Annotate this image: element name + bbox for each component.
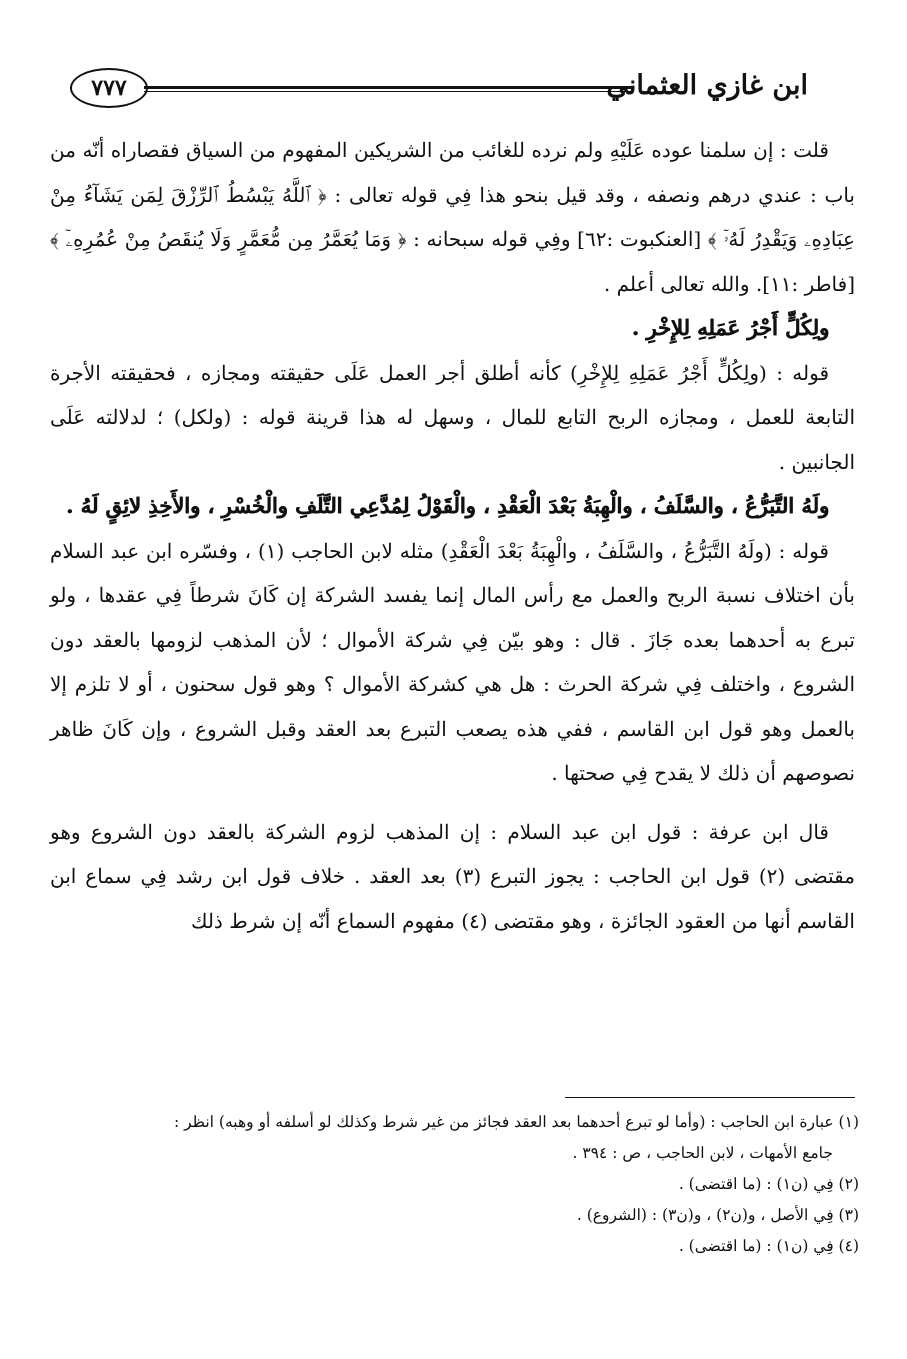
matn-line-2: ولَهُ التَّبَرُّعُ ، والسَّلَفُ ، والْهِبَةُ بَعْدَ الْعَقْدِ ، والْقَوْلُ لِمُدَّعِي التَّلَفِ والْخُسْرِ ، والأَخِذِ لائِقٍ لَهُ . [65, 493, 829, 518]
footnote-3: (٣) فِي الأصل ، و(ن٢) ، و(ن٣) : (الشروع) . [576, 1206, 859, 1224]
paragraph-2: قوله : (ولِكُلٍّ أَجْرُ عَمَلِهِ لِلإِخْرِ) كأنه أطلق أجر العمل عَلَى حقيقته ومجازه ، فحقيقته الأجرة التابعة للعمل ، ومجازه الربح التابع للمال ، وسهل له هذا قرينة قوله : (ولكل) ؛ لدلالته عَلَى الجانبين . [50, 360, 855, 474]
page-number: ٧٧٧ [70, 68, 148, 108]
footnote-1-continuation: جامع الأمهات ، لابن الحاجب ، ص : ٣٩٤ . [572, 1144, 833, 1162]
running-title: ابن غازي العثماني [606, 70, 808, 101]
header-rule [144, 86, 633, 92]
main-text [50, 128, 855, 943]
footnotes [54, 1107, 859, 1262]
paragraph-4: قال ابن عرفة : قول ابن عبد السلام : إن المذهب لزوم الشركة بالعقد دون الشروع وهو مقتضى (٢) قول ابن الحاجب : يجوز التبرع (٣) بعد العقد . خلاف قول ابن رشد فِي سماع ابن القاسم أنها من العقود الجائزة ، وهو مقتضى (٤) مفهوم السماع أنّه إن شرط ذلك [50, 819, 855, 933]
paragraph-3: قوله : (ولَهُ التَّبَرُّعُ ، والسَّلَفُ ، والْهِبَةُ بَعْدَ الْعَقْدِ) مثله لابن الحاجب (١) ، وفسّره ابن عبد السلام بأن اختلاف نسبة الربح والعمل مع رأس المال إنما يفسد الشركة إن كَانَ شرطاً فِي عقدها ، ولو تبرع به أحدهما بعده جَازَ . قال : وهو بيّن فِي شركة الأموال ؛ لأن المذهب لزومها بالعقد دون الشروع ، واختلف فِي شركة الحرث : هل هي كشركة الأموال ؟ وهو قول سحنون ، أو لا تلزم إلا بالعمل وهو قول ابن القاسم ، ففي هذه يصعب التبرع بعد العقد وقبل الشروع ، وإن كَانَ ظاهر نصوصهم أن ذلك لا يقدح فِي صحتها . [50, 538, 855, 785]
paragraph-1: قلت : إن سلمنا عوده عَلَيْهِ ولم نرده للغائب من الشريكين المفهوم من السياق فقصاراه أنّه من باب : عندي درهم ونصفه ، وقد قيل بنحو هذا فِي قوله تعالى : ﴿ ٱللَّهُ يَبْسُطُ ٱلرِّزْقَ لِمَن يَشَآءُ مِنْ عِبَادِهِۦ وَيَقْدِرُ لَهُۥٓ ﴾ [العنكبوت :٦٢] وفِي قوله سبحانه : ﴿ وَمَا يُعَمَّرُ مِن مُّعَمَّرٍ وَلَا يُنقَصُ مِنْ عُمُرِهِۦٓ ﴾ [فاطر :١١]. والله تعالى أعلم . [50, 138, 855, 296]
footnote-rule [565, 1097, 855, 1098]
footnote-4: (٤) فِي (ن١) : (ما اقتضى) . [678, 1237, 859, 1255]
footnote-1: (١) عبارة ابن الحاجب : (وأما لو تبرع أحدهما بعد العقد فجائز من غير شرط وكذلك لو أسلفه أو وهبه) انظر : [173, 1113, 859, 1131]
matn-line-1: ولِكُلٍّ أَجْرُ عَمَلِهِ لِلإِخْرِ . [631, 315, 829, 340]
footnote-2: (٢) فِي (ن١) : (ما اقتضى) . [678, 1175, 859, 1193]
page-header [70, 62, 808, 114]
